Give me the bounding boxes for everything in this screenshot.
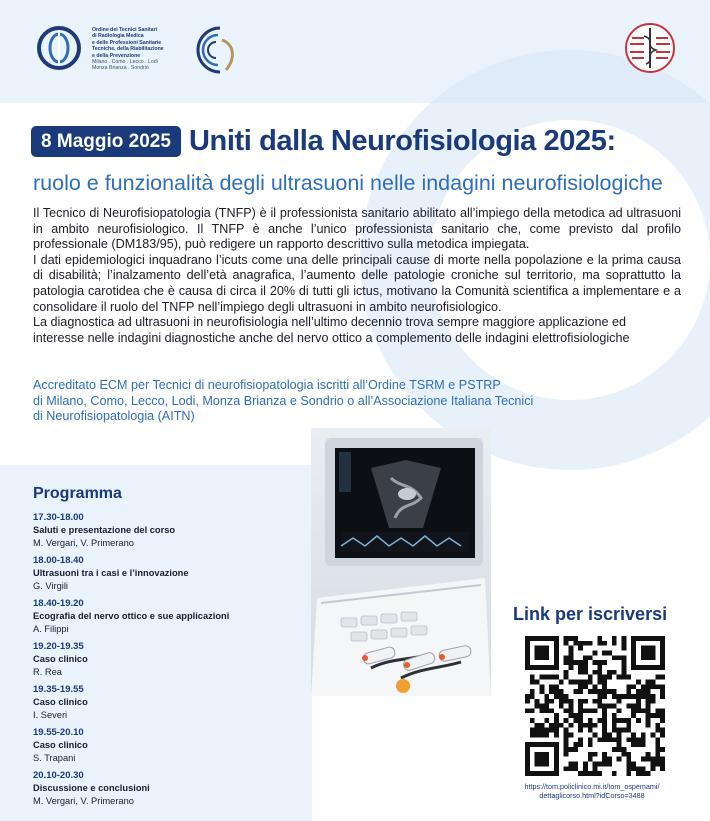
slot-speakers: R. Rea	[33, 667, 62, 677]
program-slot	[33, 726, 303, 769]
ultrasound-machine-image	[311, 428, 491, 696]
org-name	[92, 27, 192, 72]
program-slot	[33, 769, 303, 812]
org-line: Tecniche, della Riabilitazione	[92, 46, 164, 53]
slot-time: 19.55-20.10	[33, 727, 84, 738]
slot-time: 17.30-18.00	[33, 512, 84, 523]
slot-speakers: M. Vergari, V. Primerano	[33, 796, 134, 806]
slot-topic: Discussione e conclusioni	[33, 783, 150, 793]
slot-speakers: M. Vergari, V. Primerano	[33, 538, 134, 548]
accreditation-note	[33, 378, 593, 425]
registration-link[interactable]	[507, 782, 677, 800]
org-line: e delle Professioni Sanitarie	[92, 39, 162, 46]
slot-time: 18.00-18.40	[33, 555, 84, 566]
registration-url-line[interactable]: dettaglicorso.html?idCorso=3488	[539, 791, 645, 800]
program-slot	[33, 511, 303, 554]
org-line: e della Prevenzione	[92, 52, 141, 59]
description-line: interesse nelle indagini diagnostiche anche del nervo ottico a complemento delle indagini elettrofisiologiche	[33, 330, 630, 345]
program-list	[33, 511, 303, 812]
event-subtitle: ruolo e funzionalità degli ultrasuoni nelle indagini neurofisiologiche	[33, 171, 663, 195]
org-line: di Radiologia Medica	[92, 33, 144, 40]
slot-topic: Caso clinico	[33, 654, 88, 664]
slot-time: 19.35-19.55	[33, 684, 84, 695]
slot-topic: Caso clinico	[33, 740, 88, 750]
slot-time: 18.40-19.20	[33, 598, 84, 609]
accreditation-line: di Neurofisiopatologia (AITN)	[33, 409, 195, 423]
slot-speakers: S. Trapani	[33, 753, 76, 763]
program-slot	[33, 683, 303, 726]
org-line: Ordine dei Tecnici Sanitari	[92, 27, 158, 33]
aitn-logo-icon	[190, 22, 238, 78]
description-paragraph: I dati epidemiologici inquadrano l’icuts come una delle principali cause di morte nella popolazione e la prima causa di disabilità; l’inalzamento dell’età anagrafica, l’aumento delle patologie croniche sul territorio, ma soprattutto la patologia carotidea che è causa di circa il 20% di tutti gli ictus, motivano la Comunità scientifica a implementare e a consolidare il ruolo del TNFP nell’impiego degli ultrasuoni in ambito neurofisiologico.	[33, 252, 681, 314]
accreditation-line: di Milano, Como, Lecco, Lodi, Monza Brianza e Sondrio o all’Associazione Italiana Tecnici	[33, 393, 534, 408]
registration-url-line[interactable]: https://tom.policlinico.mi.it/tom_ospemami/	[524, 782, 660, 791]
slot-time: 19.20-19.35	[33, 641, 84, 652]
description-paragraph: Il Tecnico di Neurofisiopatologia (TNFP) è il professionista sanitario abilitato all’impiego della metodica ad ultrasuoni in ambito neurofisiologico. Il TNFP è anche l’unico professionista sanitario che, come previsto dal profilo professionale (DM183/95), può redigere un rapporto descrittivo sulla metodica impiegata.	[33, 206, 681, 252]
program-title: Programma	[33, 485, 122, 502]
program-slot	[33, 597, 303, 640]
slot-time: 20.10-20.30	[33, 770, 84, 781]
description	[33, 206, 681, 346]
org-cities: Milano . Como . Lecco . Lodi	[92, 59, 158, 66]
accreditation-line: Accreditato ECM per Tecnici di neurofisiopatologia iscritti all’Ordine TSRM e PSTRP	[33, 378, 501, 392]
slot-speakers: I. Severi	[33, 710, 68, 720]
slot-speakers: G. Virgili	[33, 581, 68, 591]
slot-speakers: A. Filippi	[33, 624, 69, 634]
event-title: Uniti dalla Neurofisiologia 2025:	[189, 125, 616, 157]
program-slot	[33, 554, 303, 597]
slot-topic: Ultrasuoni tra i casi e l’innovazione	[33, 568, 189, 578]
program-slot	[33, 640, 303, 683]
slot-topic: Ecografia del nervo ottico e sue applicazioni	[33, 611, 230, 621]
slot-topic: Caso clinico	[33, 697, 88, 707]
slot-topic: Saluti e presentazione del corso	[33, 525, 176, 535]
org-cities: Monza Brianza . Sondrio	[92, 65, 149, 72]
event-date-badge: 8 Maggio 2025	[31, 126, 181, 157]
registration-title: Link per iscriversi	[513, 604, 668, 624]
caduceus-emblem-logo-icon	[624, 22, 676, 74]
qr-code-icon[interactable]	[525, 636, 665, 776]
description-line: La diagnostica ad ultrasuoni in neurofisiologia nell’ultimo decennio trova sempre maggiore applicazione ed	[33, 315, 626, 330]
ordine-tsrm-logo-icon	[37, 26, 81, 70]
